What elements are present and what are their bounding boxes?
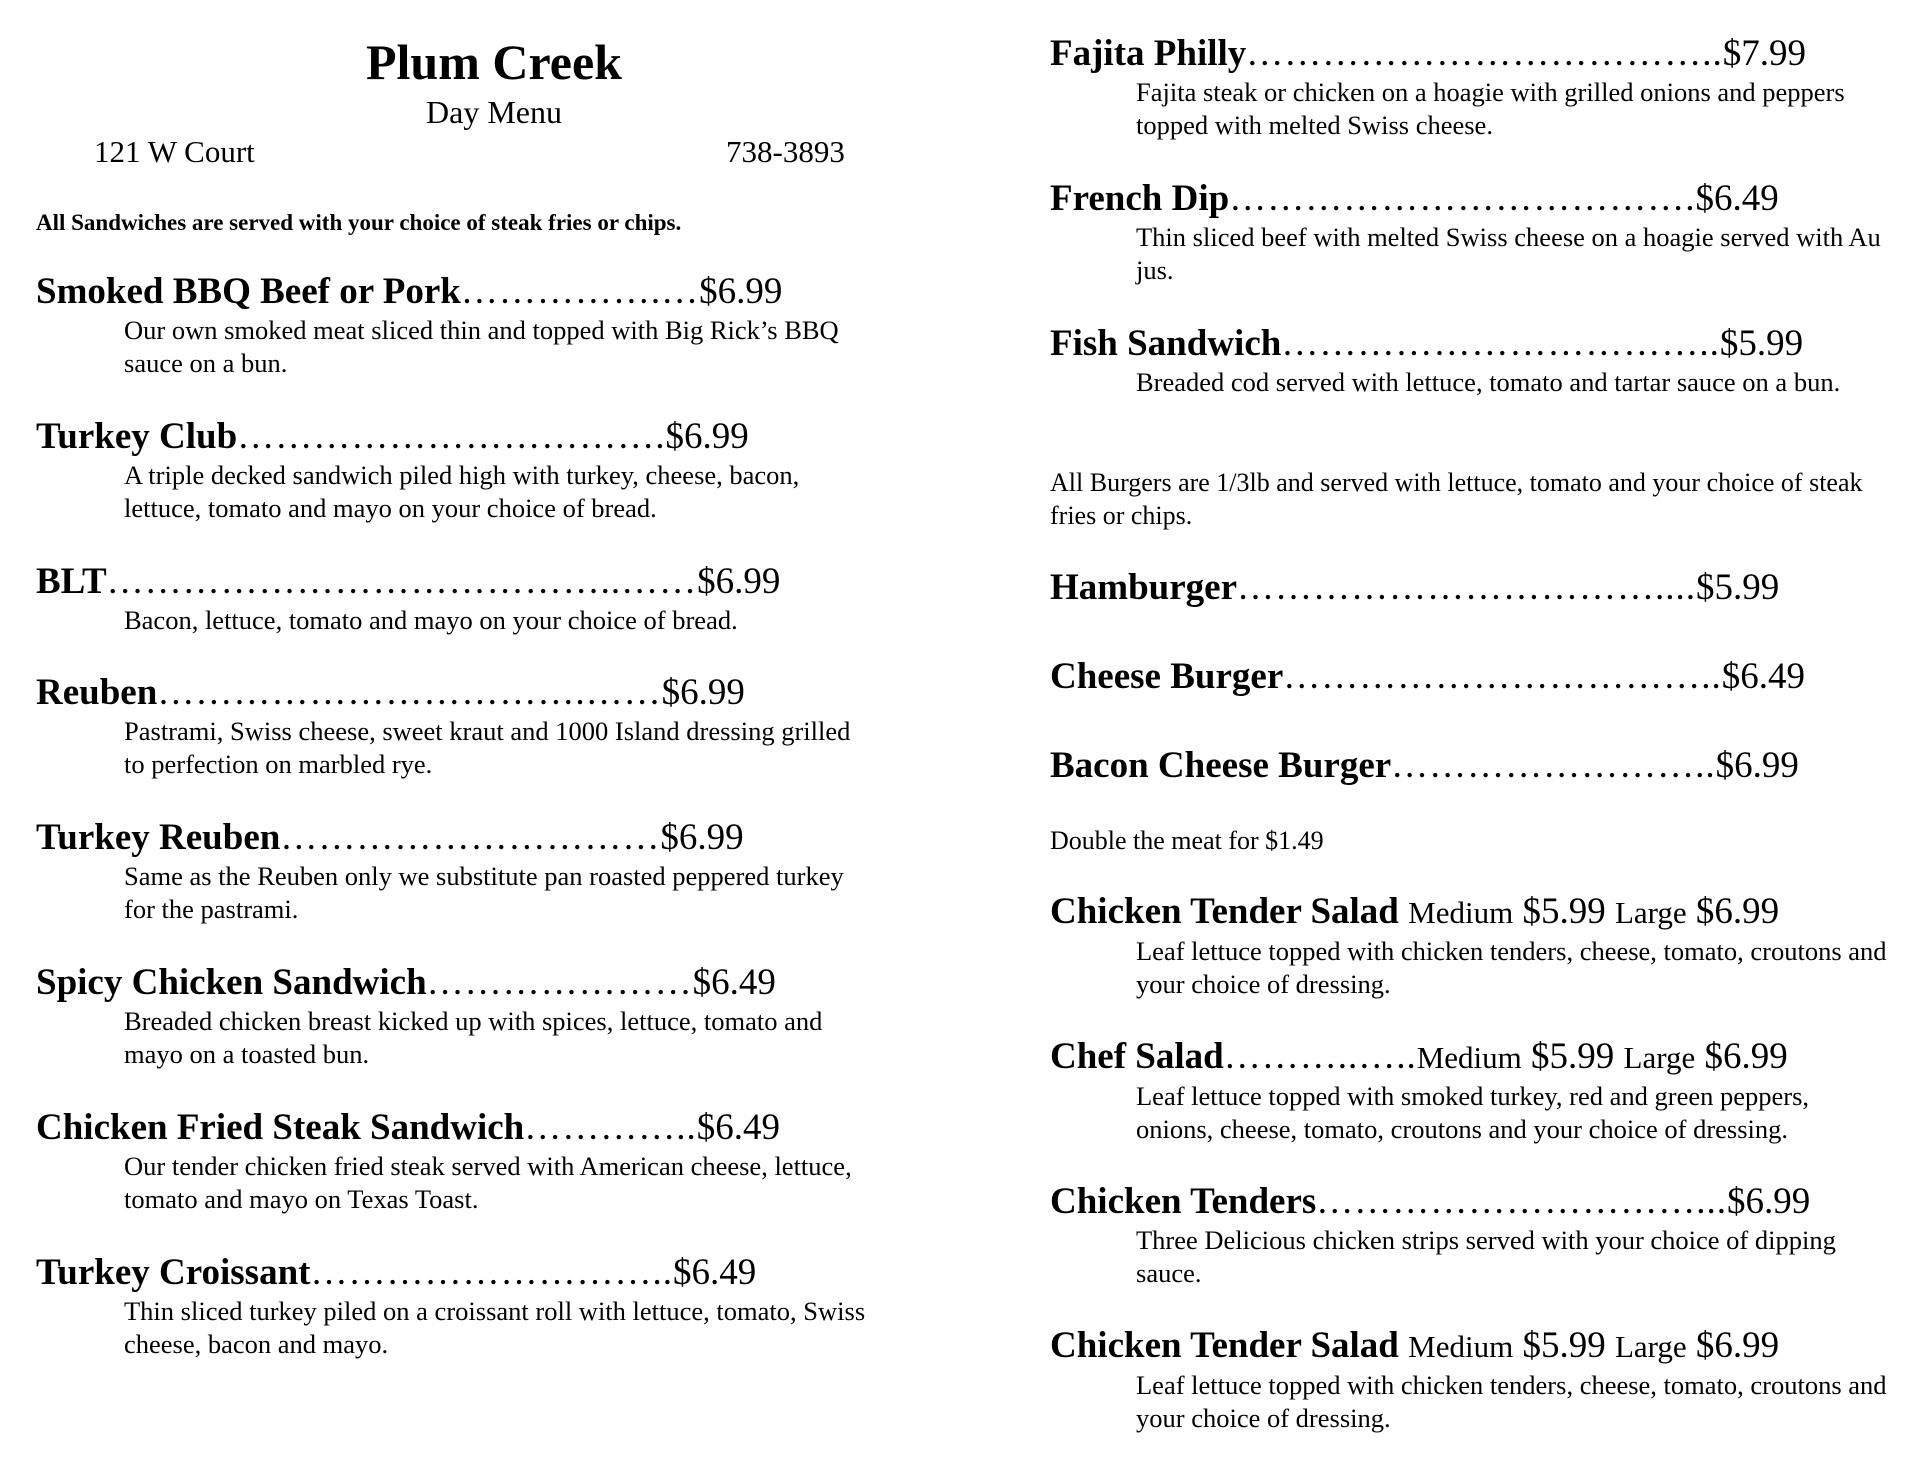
- item-name: Fish Sandwich: [1050, 323, 1282, 364]
- item-description: Same as the Reuben only we substitute pan roasted peppered turkey for the pastrami.: [124, 861, 844, 924]
- menu-item: [36, 415, 876, 525]
- menu-item: [1050, 1180, 1890, 1290]
- restaurant-address: 121 W Court: [94, 134, 255, 169]
- menu-item: [36, 560, 780, 637]
- item-price: $5.99: [1522, 891, 1606, 932]
- item-price: $6.99: [665, 416, 749, 457]
- menu-item: [36, 816, 876, 926]
- item-name: Reuben: [36, 672, 158, 713]
- menu-item: [1050, 744, 1799, 788]
- item-name: Spicy Chicken Sandwich: [36, 962, 427, 1003]
- item-price: $5.99: [1531, 1036, 1615, 1077]
- burger-note: All Burgers are 1/3lb and served with lettuce, tomato and your choice of steak fries or chips.: [1050, 468, 1863, 530]
- item-description: Thin sliced turkey piled on a croissant roll with lettuce, tomato, Swiss cheese, bacon and mayo.: [124, 1296, 866, 1359]
- size-label: Medium: [1416, 1040, 1522, 1075]
- item-name: Smoked BBQ Beef or Pork: [36, 271, 461, 312]
- menu-item: [1050, 655, 1805, 699]
- item-name: Chicken Tender Salad: [1050, 891, 1399, 932]
- menu-item: [1050, 177, 1890, 287]
- menu-item: [36, 270, 876, 380]
- item-description: Thin sliced beef with melted Swiss cheese on a hoagie served with Au jus.: [1136, 222, 1881, 285]
- item-leader-dots: ……………………………..: [1283, 656, 1722, 697]
- item-description: Breaded chicken breast kicked up with spices, lettuce, tomato and mayo on a toasted bun.: [124, 1006, 823, 1069]
- item-name: Chicken Fried Steak Sandwich: [36, 1107, 525, 1148]
- item-leader-dots: ………..…..: [1223, 1036, 1417, 1077]
- item-name: Chef Salad: [1050, 1036, 1224, 1077]
- item-price: $6.99: [660, 817, 744, 858]
- item-leader-dots: ……………………………....: [1237, 567, 1697, 608]
- item-leader-dots: …………..: [524, 1107, 697, 1148]
- item-description: Three Delicious chicken strips served with your choice of dipping sauce.: [1136, 1225, 1836, 1288]
- item-price: $6.49: [696, 1107, 781, 1148]
- item-description: Our tender chicken fried steak served with American cheese, lettuce, tomato and mayo on Texas Toast.: [124, 1151, 852, 1214]
- menu-item: [1050, 1035, 1890, 1146]
- item-price: $5.99: [1696, 567, 1780, 608]
- double-meat-note: Double the meat for $1.49: [1050, 826, 1324, 855]
- item-price: $6.99: [1727, 1181, 1811, 1222]
- item-name: Chicken Tenders: [1050, 1181, 1317, 1222]
- menu-item: [1050, 1324, 1890, 1435]
- item-leader-dots: ………………………………..: [1246, 33, 1723, 74]
- size-label: Large: [1614, 1329, 1687, 1364]
- menu-item: [1050, 890, 1890, 1001]
- item-price: $5.99: [1719, 323, 1804, 364]
- item-price: $6.49: [1721, 656, 1805, 697]
- item-price: $6.99: [697, 561, 781, 602]
- item-description: A triple decked sandwich piled high with turkey, cheese, bacon, lettuce, tomato and mayo on your choice of bread.: [124, 460, 800, 523]
- item-description: Leaf lettuce topped with chicken tenders, cheese, tomato, croutons and your choice of dressing.: [1136, 1370, 1887, 1433]
- item-name: BLT: [36, 561, 107, 602]
- item-name: Chicken Tender Salad: [1050, 1325, 1399, 1366]
- item-name: Cheese Burger: [1050, 656, 1284, 697]
- size-label: Medium: [1408, 895, 1514, 930]
- item-description: Leaf lettuce topped with smoked turkey, red and green peppers, onions, cheese, tomato, croutons and your choice of dressing.: [1136, 1081, 1810, 1144]
- item-description: Fajita steak or chicken on a hoagie with grilled onions and peppers topped with melted Swiss cheese.: [1136, 77, 1845, 140]
- item-name: Hamburger: [1050, 567, 1238, 608]
- item-leader-dots: …………………………...: [1316, 1181, 1728, 1222]
- size-label: Large: [1623, 1040, 1696, 1075]
- item-price: $6.49: [692, 962, 776, 1003]
- restaurant-title: Plum Creek: [366, 34, 622, 90]
- item-name: Turkey Club: [36, 416, 238, 457]
- item-leader-dots: …………………: [426, 962, 693, 1003]
- item-leader-dots: …………………………………..……: [106, 561, 698, 602]
- item-leader-dots: …………………………: [280, 817, 661, 858]
- menu-item: [36, 1106, 876, 1216]
- menu-item: [36, 961, 876, 1071]
- size-label: Large: [1614, 895, 1687, 930]
- item-name: French Dip: [1050, 178, 1230, 219]
- item-name: Turkey Croissant: [36, 1252, 311, 1293]
- size-label: Medium: [1408, 1329, 1514, 1364]
- item-price: $6.99: [1715, 745, 1799, 786]
- item-price: $6.99: [1695, 891, 1780, 932]
- item-price: $6.99: [699, 271, 783, 312]
- item-description: Bacon, lettuce, tomato and mayo on your choice of bread.: [124, 605, 738, 635]
- item-name: Turkey Reuben: [36, 817, 281, 858]
- item-price: $6.49: [672, 1252, 757, 1293]
- sandwich-note: All Sandwiches are served with your choice of steak fries or chips.: [36, 210, 682, 235]
- item-description: Leaf lettuce topped with chicken tenders, cheese, tomato, croutons and your choice of dressing.: [1136, 936, 1887, 999]
- item-price: $5.99: [1522, 1325, 1606, 1366]
- menu-subtitle: Day Menu: [426, 94, 562, 130]
- item-price: $6.99: [1704, 1036, 1788, 1077]
- item-description: Breaded cod served with lettuce, tomato and tartar sauce on a bun.: [1136, 367, 1841, 397]
- menu-item: [1050, 32, 1890, 142]
- item-price: $6.99: [661, 672, 745, 713]
- item-leader-dots: ……………………..: [1391, 745, 1716, 786]
- menu-item: [36, 671, 876, 781]
- item-leader-dots: ……………………………..: [1281, 323, 1720, 364]
- item-name: Bacon Cheese Burger: [1050, 745, 1392, 786]
- item-leader-dots: …………………………….……: [157, 672, 662, 713]
- item-description: Pastrami, Swiss cheese, sweet kraut and 1000 Island dressing grilled to perfection on marbled rye.: [124, 716, 851, 779]
- restaurant-phone: 738-3893: [726, 134, 845, 169]
- item-price: $7.99: [1722, 33, 1807, 74]
- item-price: $6.99: [1695, 1325, 1780, 1366]
- menu-item: [36, 1251, 876, 1361]
- menu-item: [1050, 566, 1779, 610]
- item-leader-dots: …………….…: [460, 271, 700, 312]
- item-description: Our own smoked meat sliced thin and topped with Big Rick’s BBQ sauce on a bun.: [124, 315, 839, 378]
- menu-item: [1050, 322, 1840, 399]
- item-leader-dots: ………………………..: [310, 1252, 673, 1293]
- item-price: $6.49: [1695, 178, 1779, 219]
- item-leader-dots: …………………………….: [237, 416, 666, 457]
- item-leader-dots: ……………………………….: [1229, 178, 1696, 219]
- item-name: Fajita Philly: [1050, 33, 1247, 74]
